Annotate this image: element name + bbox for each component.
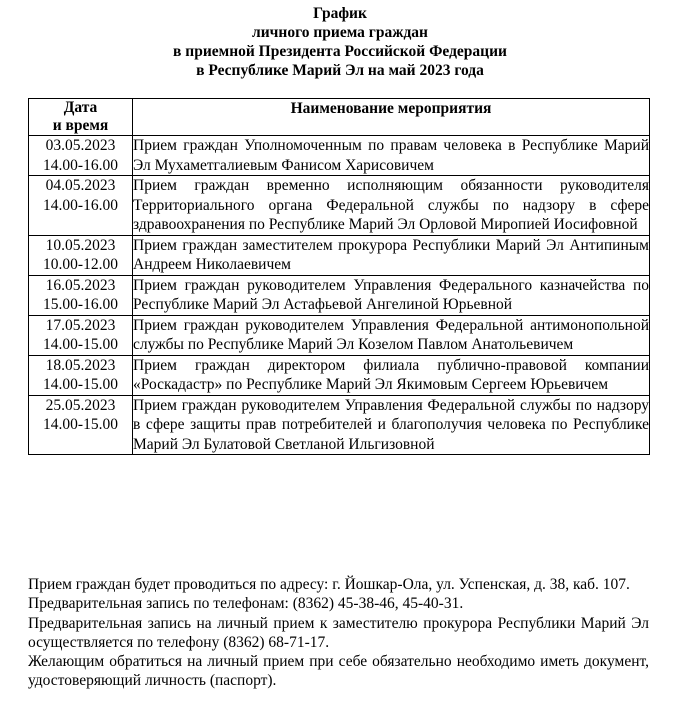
row-time: 14.00-16.00 (43, 156, 118, 174)
row-date-time (29, 136, 133, 176)
schedule-table (28, 98, 650, 455)
row-date: 03.05.2023 (45, 137, 116, 154)
row-time: 15.00-16.00 (43, 296, 118, 313)
table-row (29, 235, 650, 275)
row-date-time (29, 235, 133, 275)
note-phones: Предварительная запись по телефонам: (8362) 45-38-46, 45-40-31. (28, 595, 464, 613)
header-time: и время (52, 117, 109, 134)
notes-section (28, 575, 649, 691)
header-date-time (29, 99, 133, 136)
table-row (29, 315, 650, 355)
row-date: 04.05.2023 (45, 177, 116, 194)
note-prosecutor-phone: Предварительная запись на личный прием к заместителю прокурора Республики Марий Эл осуществляется по телефону (8362) 68-71-17. (28, 614, 649, 651)
row-date: 17.05.2023 (45, 316, 116, 334)
note-address: Прием граждан будет проводиться по адресу: г. Йошкар-Ола, ул. Успенская, д. 38, каб. 107. (28, 576, 630, 593)
row-date-time (29, 395, 133, 455)
row-event: Прием граждан директором филиала публично-правовой компании «Роскадастр» по Республике Марий Эл Якимовым Сергеем Юрьевичем (133, 356, 649, 393)
row-time: 10.00-12.00 (43, 256, 118, 273)
row-event: Прием граждан руководителем Управления Федеральной службы по надзору в сфере защиты прав потребителей и благополучия человека по Республике Марий Эл Булатовой Светланой Ильгизовной (133, 396, 649, 453)
row-time: 14.00-15.00 (43, 376, 118, 393)
title-line-3: в приемной Президента Российской Федерации (173, 43, 507, 60)
row-time: 14.00-15.00 (43, 336, 118, 353)
row-date-time (29, 176, 133, 236)
table-header-row (29, 99, 650, 136)
row-date: 10.05.2023 (45, 236, 116, 254)
row-event: Прием граждан руководителем Управления Федерального казначейства по Республике Марий Эл Астафьевой Ангелиной Юрьевной (133, 276, 649, 313)
table-row (29, 275, 650, 315)
table-row (29, 395, 650, 455)
title-line-2: личного приема граждан (252, 24, 428, 41)
title-line-1: График (313, 5, 367, 22)
row-time: 14.00-16.00 (43, 196, 118, 214)
title-line-4: в Республике Марий Эл на май 2023 года (196, 62, 484, 79)
row-date-time (29, 315, 133, 355)
row-date: 18.05.2023 (45, 356, 116, 374)
row-date: 16.05.2023 (45, 276, 116, 294)
row-event: Прием граждан Уполномоченным по правам человека в Республике Марий Эл Мухаметгалиевым Фанисом Харисовичем (133, 137, 649, 174)
row-event: Прием граждан заместителем прокурора Республики Марий Эл Антипиным Андреем Николаевичем (133, 236, 649, 273)
table-row (29, 355, 650, 395)
row-event: Прием граждан руководителем Управления Федеральной антимонопольной службы по Республике Марий Эл Козелом Павлом Анатольевичем (133, 316, 649, 353)
row-event: Прием граждан временно исполняющим обязанности руководителя Территориального органа Федеральной службы по надзору в сфере здравоохранения по Республике Марий Эл Орловой Миропией Иосифовной (133, 177, 649, 233)
header-event: Наименование мероприятия (133, 99, 650, 136)
row-date-time (29, 275, 133, 315)
document-title (0, 4, 680, 80)
table-row (29, 136, 650, 176)
row-date: 25.05.2023 (45, 396, 116, 414)
table-row (29, 176, 650, 236)
note-passport: Желающим обратиться на личный прием при себе обязательно необходимо иметь документ, удостоверяющий личность (паспорт). (28, 653, 649, 690)
row-date-time (29, 355, 133, 395)
row-time: 14.00-15.00 (43, 416, 118, 433)
header-date: Дата (63, 99, 98, 116)
